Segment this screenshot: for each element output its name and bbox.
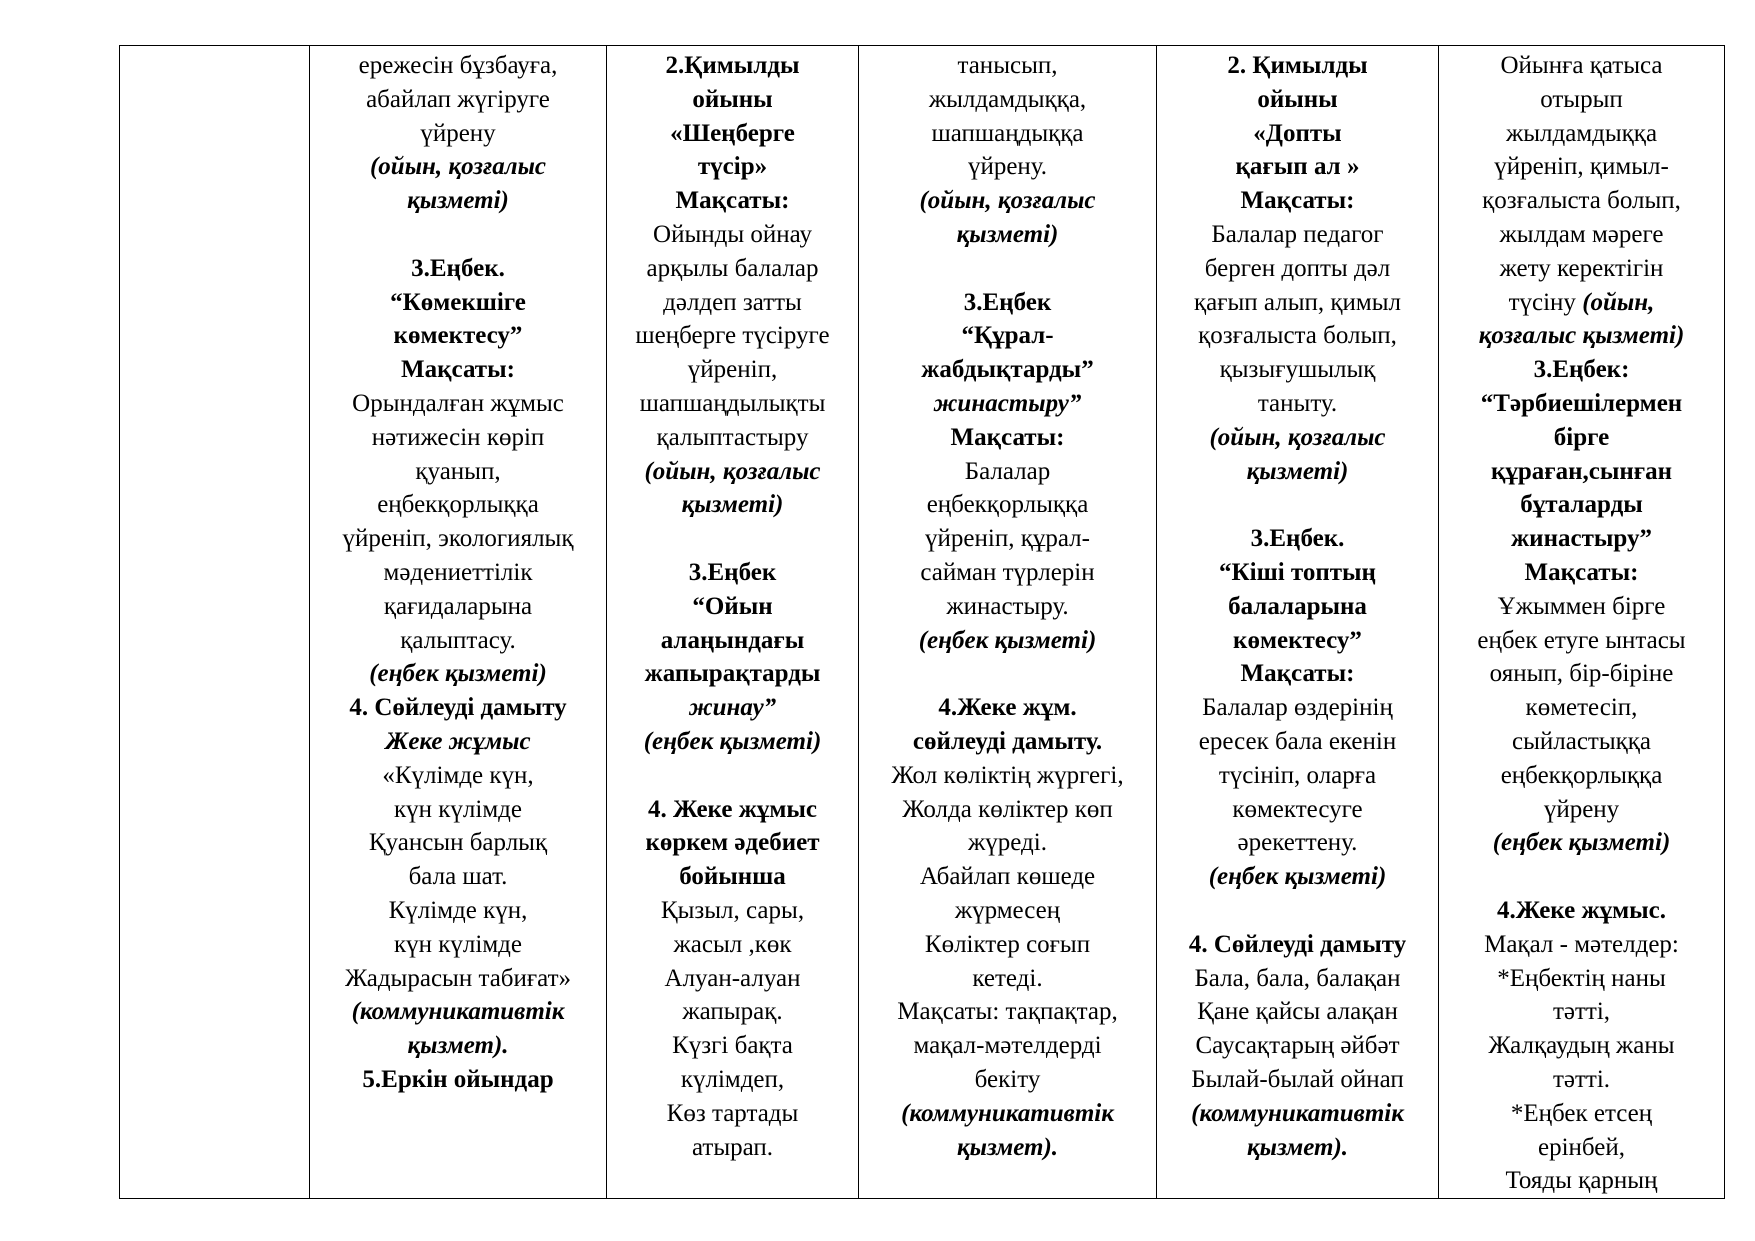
table-cell-column-2 (310, 46, 607, 1199)
text-line (314, 218, 602, 252)
text-line: қозғалыста болып, (1482, 187, 1681, 215)
text-line: Мақсаты: (1524, 558, 1639, 586)
text-line: Көз тартады (666, 1099, 799, 1127)
text-line: 2. Қимылды (1227, 52, 1368, 79)
text-line: Мақсаты: тақпақтар, (897, 998, 1118, 1026)
text-line: Орындалған жұмыс (352, 389, 564, 417)
table-cell-column-5 (1157, 46, 1439, 1199)
text-line: шапшаңдылықты (639, 389, 826, 417)
text-line: (еңбек қызметі) (1208, 863, 1387, 891)
text-line: жылдам мәреге (1499, 220, 1664, 248)
text-line: «Допты (1253, 119, 1342, 147)
text-line: Жолда көліктер көп (902, 795, 1113, 823)
text-line: Мақсаты: (675, 187, 790, 215)
text-line: қызметі) (681, 491, 784, 519)
text-line: жапырақтарды (644, 660, 821, 688)
text-line: үйрену. (967, 153, 1048, 181)
text-line: жасыл ,көк (673, 930, 792, 958)
text-line: әрекеттену. (1237, 829, 1358, 857)
text-line: шапшаңдыққа (931, 119, 1084, 147)
plan-table (119, 45, 1725, 1199)
text-line: нәтижесін көріп (371, 423, 545, 451)
text-line: Жадырасын табиғат» (344, 964, 572, 992)
text-line: Балалар (964, 457, 1051, 485)
table-row (120, 46, 1725, 1199)
text-line: Қызыл, сары, (660, 896, 805, 924)
text-line: үйреніп, экологиялық (342, 525, 574, 553)
text-line: бойынша (679, 863, 786, 891)
text-line: көметесіп, (1525, 694, 1638, 722)
text-line: (еңбек қызметі) (918, 626, 1097, 654)
text-line: еңбекқорлыққа (926, 491, 1089, 519)
text-line: бірге (1553, 423, 1610, 451)
text-line: үйреніп, құрал- (925, 525, 1090, 553)
text-line: жабдықтарды” (921, 356, 1094, 384)
text-line: (ойын, қозғалыс (644, 457, 821, 485)
text-line: Абайлап көшеде (919, 863, 1096, 891)
text-line: Мақсаты: (1240, 660, 1355, 688)
text-line: отырып (1540, 85, 1623, 113)
text-line: түсіну (ойын, (1508, 288, 1655, 316)
text-line: Балалар өздерінің (1202, 694, 1393, 722)
text-line: «Күлімде күн, (382, 761, 534, 789)
text-line: 3.Еңбек. (1250, 525, 1345, 553)
text-line: кетеді. (972, 964, 1043, 992)
text-line (611, 522, 854, 556)
text-line: 2.Қимылды (665, 52, 800, 79)
text-line: Алуан-алуан (664, 964, 801, 992)
text-line: (коммуникативтік (901, 1099, 1114, 1127)
text-line: қызмет). (956, 1133, 1059, 1161)
text-line (1443, 860, 1720, 894)
text-line: қағып алып, қимыл (1193, 288, 1401, 316)
text-line: Жалқаудың жаны (1488, 1032, 1675, 1060)
text-line: (еңбек қызметі) (1492, 829, 1671, 857)
text-line (1161, 894, 1434, 928)
text-line: сыйластыққа (1511, 727, 1652, 755)
text-line: 3.Еңбек. (411, 254, 505, 282)
text-line: алаңындағы (660, 626, 805, 654)
text-line: бекіту (974, 1065, 1041, 1093)
text-line: мәдениеттілік (383, 558, 533, 586)
text-line: қозғалыста болып, (1198, 322, 1397, 350)
text-line: бала шат. (408, 863, 508, 891)
text-line: көмектесу” (1233, 626, 1362, 654)
table-cell-column-6 (1439, 46, 1725, 1199)
text-line: үйрену (420, 119, 496, 147)
text-line: ережесін бұзбауға, (358, 52, 558, 79)
text-line: Ойынға қатыса (1500, 52, 1663, 79)
text-line: Көліктер соғып (924, 930, 1091, 958)
text-line: көркем әдебиет (645, 829, 820, 857)
text-line: Мақсаты: (950, 423, 1065, 451)
text-line: “Құрал- (961, 322, 1054, 350)
text-line: (ойын, қозғалыс (1209, 423, 1386, 451)
text-line: жету керектігін (1499, 254, 1664, 282)
text-line: сөйлеуді дамыту. (912, 727, 1103, 755)
text-line: Тояды қарның (1505, 1167, 1658, 1195)
text-line: (еңбек қызметі) (643, 727, 822, 755)
text-line: “Ойын (692, 592, 773, 620)
text-line: қағып ал » (1235, 153, 1360, 181)
text-line: шеңберге түсіруге (635, 322, 830, 350)
text-line: бұталарды (1520, 491, 1643, 519)
text-line: үйреніп, қимыл- (1494, 153, 1669, 181)
text-line: танысып, (957, 52, 1058, 79)
text-line: қызығушылық (1219, 356, 1376, 384)
text-line: Мақсаты: (401, 356, 515, 384)
text-line: еңбек етуге ынтасы (1477, 626, 1686, 654)
text-line: Қуансын барлық (368, 829, 548, 857)
text-line: қалыптасу. (400, 626, 516, 654)
text-line: абайлап жүгіруге (366, 85, 550, 113)
text-line: қуанып, (415, 457, 501, 485)
text-line: сайман түрлерін (920, 558, 1095, 586)
text-line: Күлімде күн, (388, 896, 528, 924)
text-line: еңбекқорлыққа (1500, 761, 1663, 789)
text-line: көмектесу” (393, 322, 523, 350)
text-line: қызметі) (407, 187, 509, 215)
text-line: қызметі) (956, 220, 1059, 248)
text-line: қозғалыс қызметі) (1478, 322, 1685, 350)
text-line: үйрену (1543, 795, 1620, 823)
text-line: ойыны (692, 85, 773, 113)
text-line: көмектесуге (1232, 795, 1363, 823)
text-line: түсір» (697, 153, 768, 181)
text-line: жинастыру” (933, 389, 1082, 417)
text-line: Күзгі бақта (672, 1032, 793, 1060)
text-line: тәтті, (1552, 998, 1611, 1026)
text-line (863, 252, 1152, 286)
text-line: үйреніп, (687, 356, 778, 384)
table-cell-empty (120, 46, 310, 1199)
text-line: еңбекқорлыққа (377, 491, 539, 519)
text-line: жинау” (688, 694, 777, 722)
text-line: 4. Сөйлеуді дамыту (349, 694, 567, 722)
text-line: Қане қайсы алақан (1197, 998, 1398, 1026)
text-line: жүреді. (968, 829, 1047, 857)
text-line: құраған,сынған (1490, 457, 1673, 485)
text-line: ойыны (1257, 85, 1338, 113)
text-line: жапырақ. (682, 998, 783, 1026)
text-line: күн күлімде (394, 930, 522, 958)
text-line: күлімдеп, (680, 1065, 785, 1093)
text-line: 4. Жеке жұмыс (648, 795, 817, 823)
table-cell-column-3 (607, 46, 859, 1199)
text-line: қалыптастыру (656, 423, 809, 451)
text-line: мақал-мәтелдерді (913, 1032, 1102, 1060)
text-line: оянып, бір-біріне (1489, 660, 1674, 688)
text-line: Бала, бала, балақан (1194, 964, 1401, 992)
text-line: Балалар педагог (1211, 220, 1384, 248)
text-line: ерінбей, (1537, 1133, 1626, 1161)
table-cell-column-4 (859, 46, 1157, 1199)
text-line: *Еңбек етсең (1510, 1099, 1653, 1127)
text-line: күн күлімде (394, 795, 522, 823)
text-line: қызмет). (407, 1032, 509, 1060)
text-line: түсініп, оларға (1218, 761, 1377, 789)
text-line: қызмет). (1246, 1133, 1349, 1161)
text-line: (ойын, қозғалыс (919, 187, 1096, 215)
text-line: Ұжыммен бірге (1497, 592, 1666, 620)
text-line: (еңбек қызметі) (369, 660, 547, 688)
text-line: арқылы балалар (646, 254, 819, 282)
text-line: жылдамдыққа (1505, 119, 1658, 147)
text-line: Жеке жұмыс (385, 727, 531, 755)
text-line: тәтті. (1552, 1065, 1611, 1093)
text-line: атырап. (691, 1133, 774, 1161)
text-line: «Шеңберге (670, 119, 795, 147)
text-line: ересек бала екенін (1198, 727, 1397, 755)
text-line: Саусақтарың әйбәт (1195, 1032, 1400, 1060)
text-line: 4.Жеке жұм. (938, 694, 1077, 722)
text-line (863, 657, 1152, 691)
text-line: (ойын, қозғалыс (369, 153, 547, 181)
text-line: “Көмекшіге (390, 288, 526, 316)
text-line: жинастыру. (946, 592, 1069, 620)
text-line: Ойынды ойнау (653, 220, 812, 248)
text-line: Жол көліктің жүргегі, (891, 761, 1124, 789)
text-line (1161, 488, 1434, 522)
text-line: Былай-былай ойнап (1191, 1065, 1404, 1093)
text-line (611, 759, 854, 793)
text-line: 3.Еңбек (688, 558, 777, 586)
text-line: (коммуникативтік (351, 998, 565, 1026)
text-line: жылдамдыққа, (928, 85, 1087, 113)
text-line: “Кіші топтың (1219, 558, 1376, 586)
text-line: қызметі) (1246, 457, 1349, 485)
text-line: жинастыру” (1511, 525, 1652, 553)
text-line: балаларына (1228, 592, 1367, 620)
text-line: 5.Еркін ойындар (362, 1065, 554, 1093)
text-line: берген допты дәл (1204, 254, 1391, 282)
text-line: *Еңбектің наны (1497, 964, 1666, 992)
text-line: жүрмесең (954, 896, 1061, 924)
text-line: 3.Еңбек: (1533, 356, 1630, 384)
text-line: Мақал - мәтелдер: (1484, 930, 1679, 958)
text-line: қағидаларына (383, 592, 533, 620)
text-line: 3.Еңбек (963, 288, 1052, 316)
text-line: (коммуникативтік (1191, 1099, 1404, 1127)
text-line: 4.Жеке жұмыс. (1497, 896, 1666, 924)
text-line: 4. Сөйлеуді дамыту (1188, 930, 1407, 958)
text-line: таныту. (1257, 389, 1338, 417)
text-line: Мақсаты: (1240, 187, 1355, 215)
text-line: дәлдеп затты (663, 288, 802, 316)
text-line: “Тәрбиешілермен (1480, 389, 1683, 417)
